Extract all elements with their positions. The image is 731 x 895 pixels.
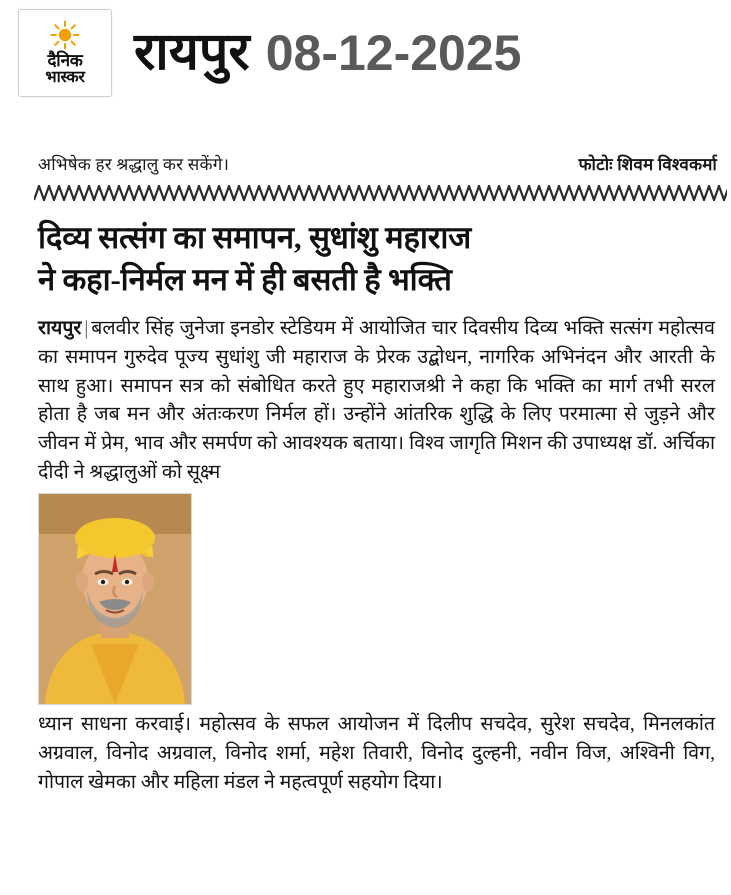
edition-date: 08-12-2025 (265, 25, 522, 81)
logo-line-1: दैनिक (47, 50, 83, 70)
logo-line-2: भास्कर (45, 68, 85, 86)
headline-line-1: दिव्य सत्संग का समापन, सुधांशु महाराज (38, 220, 472, 255)
article-paragraph-1 (38, 315, 715, 487)
article-photo (38, 493, 192, 705)
article-body (38, 315, 715, 797)
paragraph-1-text: बलवीर सिंह जुनेजा इनडोर स्टेडियम में आयोजित चार दिवसीय दिव्य भक्ति सत्संग महोत्सव का समापन गुरुदेव पूज्य सुधांशु जी महाराज के प्रेरक उद्बोधन, नागरिक अभिनंदन और आरती के साथ हुआ। समापन सत्र को संबोधित करते हुए महाराजश्री ने कहा कि भक्ति का मार्ग तभी सरल होता है जब मन और अंतःकरण निर्मल हों। उन्होंने आंतरिक शुद्धि के लिए परमात्मा से जुड़ने और जीवन में प्रेम, भाव और समर्पण को आवश्यक बताया। विश्व जागृति मिशन की उपाध्यक्ष डॉ. अर्चिका दीदी ने श्रद्धालुओं को सूक्ष्म (38, 318, 715, 483)
headline-line-2: ने कहा-निर्मल मन में ही बसती है भक्ति (38, 262, 452, 298)
dateline: रायपुर (38, 318, 82, 340)
article-paragraph-2: ध्यान साधना करवाई। महोत्सव के सफल आयोजन में दिलीप सचदेव, सुरेश सचदेव, मिनलकांत अग्रवाल, विनोद अग्रवाल, विनोद शर्मा, महेश तिवारी, विनोद दुल्हनी, नवीन विज, अश्विनी विग, गोपाल खेमका और महिला मंडल ने महत्वपूर्ण सहयोग दिया। (38, 714, 715, 793)
zigzag-divider (34, 185, 727, 201)
page-title (38, 217, 707, 301)
edition-city: रायपुर (134, 24, 250, 81)
publication-logo (18, 9, 112, 97)
logo-wordmark (45, 52, 84, 87)
photo-credit: फोटोः शिवम विश्वकर्मा (578, 155, 717, 174)
masthead (0, 0, 731, 104)
dateline-separator: | (84, 318, 89, 340)
sun-icon (50, 20, 80, 50)
photo-caption-row (0, 104, 731, 175)
caption-text: अभिषेक हर श्रद्धालु कर सकेंगे। (38, 155, 230, 174)
